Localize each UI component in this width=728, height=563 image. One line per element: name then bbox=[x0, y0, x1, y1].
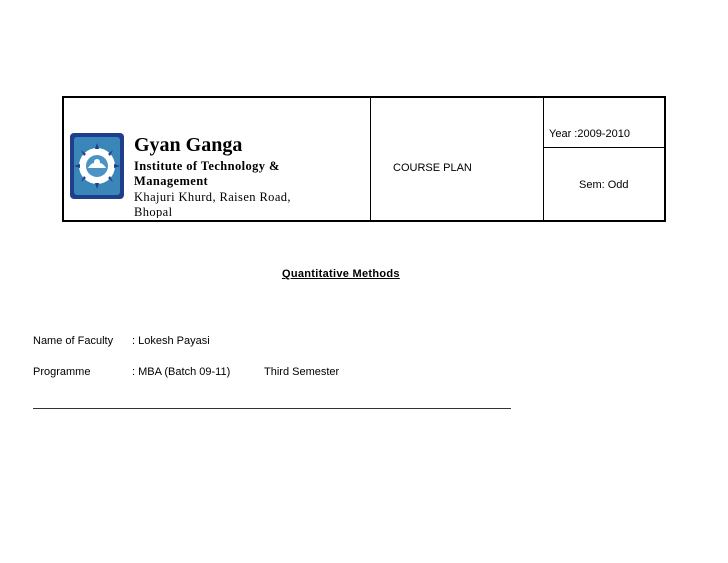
programme-value: : MBA (Batch 09-11) bbox=[132, 366, 231, 378]
institute-address: Khajuri Khurd, Raisen Road, Bhopal bbox=[134, 190, 291, 218]
document-type: COURSE PLAN bbox=[393, 162, 472, 174]
institute-short-name: Gyan Ganga bbox=[134, 134, 243, 156]
header-divider-2 bbox=[543, 98, 544, 220]
programme-label: Programme bbox=[33, 366, 91, 378]
institute-logo-icon bbox=[69, 132, 125, 200]
header-divider-1 bbox=[370, 98, 371, 220]
horizontal-rule bbox=[33, 408, 511, 409]
header-divider-3 bbox=[543, 147, 664, 148]
faculty-value: : Lokesh Payasi bbox=[132, 335, 210, 347]
semester-label: Sem: Odd bbox=[579, 179, 629, 191]
institute-full-name: Institute of Technology & Management bbox=[134, 159, 280, 188]
course-title: Quantitative Methods bbox=[282, 268, 400, 280]
faculty-label: Name of Faculty bbox=[33, 335, 114, 347]
programme-semester: Third Semester bbox=[264, 366, 340, 378]
academic-year: Year :2009-2010 bbox=[549, 128, 630, 140]
header-table bbox=[62, 96, 666, 222]
